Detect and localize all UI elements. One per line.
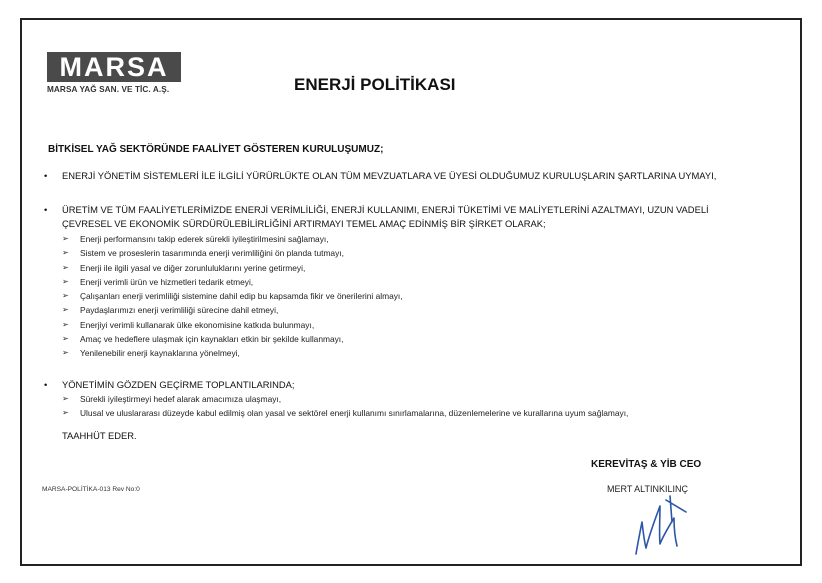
arrow-right-icon: ➢ xyxy=(62,291,69,301)
list-item: ➢ Enerjiyi verimli kullanarak ülke ekonomisine katkıda bulunmayı, xyxy=(62,318,403,332)
arrow-right-icon: ➢ xyxy=(62,262,69,272)
arrow-right-icon: ➢ xyxy=(62,319,69,329)
arrow-right-icon: ➢ xyxy=(62,334,69,344)
list-item: ➢ Enerji verimli ürün ve hizmetleri tedarik etmeyi, xyxy=(62,275,403,289)
intro-heading: BİTKİSEL YAĞ SEKTÖRÜNDE FAALİYET GÖSTEREN KURULUŞUMUZ; xyxy=(48,144,384,155)
arrow-right-icon: ➢ xyxy=(62,276,69,286)
list-item: ➢ Sistem ve proseslerin tasarımında enerji verimliliğini ön planda tutmayı, xyxy=(62,246,403,260)
section-2-text-line1: ÜRETİM VE TÜM FAALİYETLERİMİZDE ENERJİ VERİMLİLİĞİ, ENERJİ KULLANIMI, ENERJİ TÜKETİMİ VE MALİYETLERİNİ AZALTMAYI, UZUN VADELİ xyxy=(62,204,709,215)
list-item: ➢ Ulusal ve uluslararası düzeyde kabul edilmiş olan yasal ve sektörel enerji kullanımı sınırlamalarına, düzenlemelerine ve kurallarına uyum sağlamayı, xyxy=(62,406,628,420)
section-3-text: YÖNETİMİN GÖZDEN GEÇİRME TOPLANTILARINDA; xyxy=(62,379,295,390)
document-code: MARSA-POLİTİKA-013 Rev No:0 xyxy=(42,486,140,493)
bullet-dot-icon: • xyxy=(44,170,48,181)
section-1-text: ENERJİ YÖNETİM SİSTEMLERİ İLE İLGİLİ YÜRÜRLÜKTE OLAN TÜM MEVZUATLARA VE ÜYESİ OLDUĞUMUZ KURULUŞLARIN ŞARTLARINA UYMAYI, xyxy=(62,170,717,181)
list-item: ➢ Yenilenebilir enerji kaynaklarına yönelmeyi, xyxy=(62,346,403,360)
section-2-commitments xyxy=(62,232,403,361)
signatory-name: MERT ALTINKILINÇ xyxy=(607,484,689,494)
company-logo: MARSA xyxy=(47,52,181,82)
bullet-dot-icon: • xyxy=(44,204,48,215)
arrow-right-icon: ➢ xyxy=(62,394,69,403)
document-title: ENERJİ POLİTİKASI xyxy=(294,75,456,94)
arrow-right-icon: ➢ xyxy=(62,305,69,315)
list-item: ➢ Paydaşlarımızı enerji verimliliği sürecine dahil etmeyi, xyxy=(62,303,403,317)
arrow-right-icon: ➢ xyxy=(62,348,69,358)
list-item: ➢ Sürekli iyileştirmeyi hedef alarak amacımıza ulaşmayı, xyxy=(62,392,628,406)
company-name: MARSA YAĞ SAN. VE TİC. A.Ş. xyxy=(47,85,170,94)
section-2-text-line2: ÇEVRESEL VE EKONOMİK SÜRDÜRÜLEBİLİRLİĞİNİ ARTIRMAYI TEMEL AMAÇ EDİNMİŞ BİR ŞİRKET OLARAK; xyxy=(62,218,546,229)
handwritten-signature xyxy=(630,492,690,558)
list-item: ➢ Amaç ve hedeflere ulaşmak için kaynakları etkin bir şekilde kullanmayı, xyxy=(62,332,403,346)
section-3-commitments xyxy=(62,392,628,421)
arrow-right-icon: ➢ xyxy=(62,248,69,258)
pledge-statement: TAAHHÜT EDER. xyxy=(62,430,137,441)
list-item: ➢ Enerji performansını takip ederek sürekli iyileştirilmesini sağlamayı, xyxy=(62,232,403,246)
list-item: ➢ Enerji ile ilgili yasal ve diğer zorunluluklarını yerine getirmeyi, xyxy=(62,261,403,275)
list-item: ➢ Çalışanları enerji verimliliği sistemine dahil edip bu kapsamda fikir ve önerilerini almayı, xyxy=(62,289,403,303)
arrow-right-icon: ➢ xyxy=(62,408,69,418)
bullet-dot-icon: • xyxy=(44,379,48,390)
signatory-title: KEREVİTAŞ & YİB CEO xyxy=(591,459,702,470)
arrow-right-icon: ➢ xyxy=(62,234,69,243)
